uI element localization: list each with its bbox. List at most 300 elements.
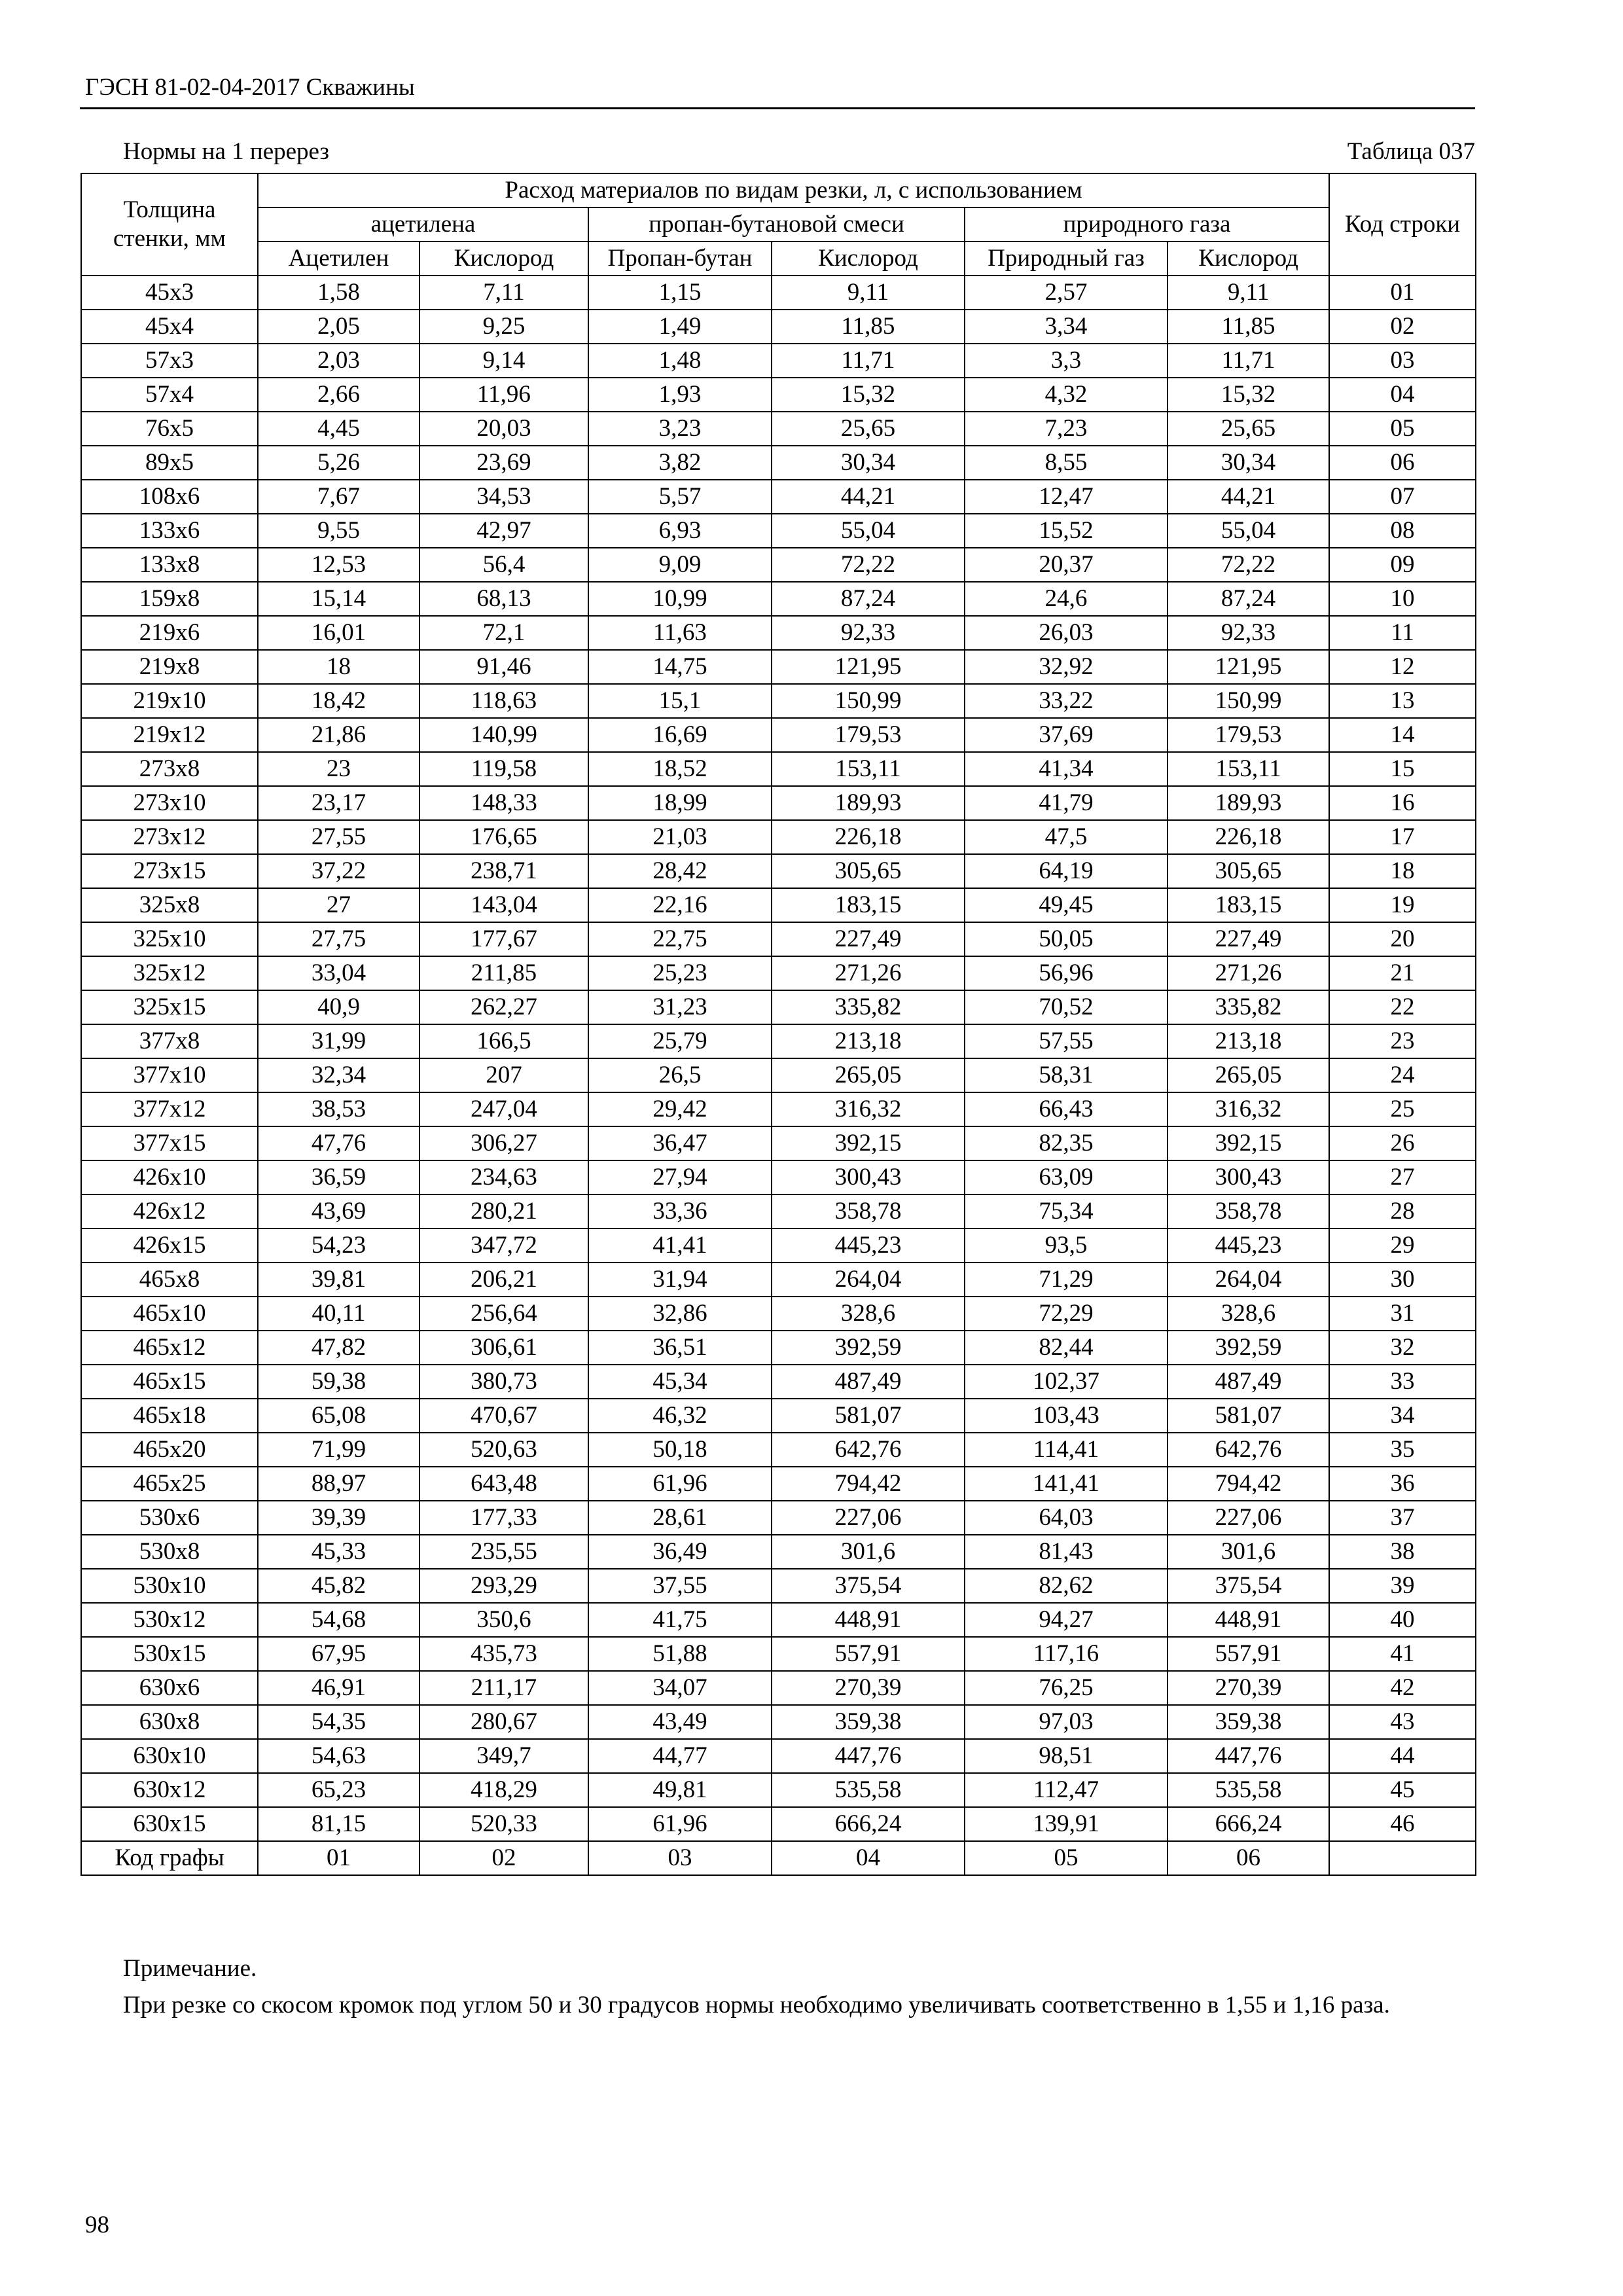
header-group-acetylene: ацетилена <box>258 207 588 242</box>
table-cell: 43,49 <box>588 1705 772 1739</box>
table-cell: 70,52 <box>965 990 1168 1024</box>
table-cell: 392,15 <box>772 1126 965 1160</box>
norms-table <box>80 173 1476 1876</box>
table-cell: 177,67 <box>419 922 588 956</box>
table-cell: 41 <box>1329 1637 1476 1671</box>
table-cell: 418,29 <box>419 1773 588 1807</box>
table-cell: 465х12 <box>81 1331 258 1365</box>
table-cell: 44,21 <box>772 480 965 514</box>
table-footer <box>81 1841 1476 1875</box>
table-cell: 264,04 <box>772 1263 965 1297</box>
table-cell: 39,81 <box>258 1263 419 1297</box>
table-row <box>81 1671 1476 1705</box>
table-body <box>81 276 1476 1841</box>
table-cell: 34,07 <box>588 1671 772 1705</box>
table-cell: 581,07 <box>772 1399 965 1433</box>
table-cell: 54,35 <box>258 1705 419 1739</box>
table-cell: 265,05 <box>1168 1058 1329 1092</box>
table-cell: 89х5 <box>81 446 258 480</box>
table-cell: 45,82 <box>258 1569 419 1603</box>
table-cell: 11,85 <box>772 310 965 344</box>
table-caption-norms: Нормы на 1 перерез <box>123 138 330 165</box>
table-row <box>81 412 1476 446</box>
table-row <box>81 684 1476 718</box>
table-cell: 2,05 <box>258 310 419 344</box>
table-cell: 54,68 <box>258 1603 419 1637</box>
table-cell: 14,75 <box>588 650 772 684</box>
table-cell: 349,7 <box>419 1739 588 1773</box>
table-cell: 520,63 <box>419 1433 588 1467</box>
table-cell: 3,82 <box>588 446 772 480</box>
table-row <box>81 1058 1476 1092</box>
table-cell: 44 <box>1329 1739 1476 1773</box>
table-cell: 316,32 <box>1168 1092 1329 1126</box>
table-cell: 219х10 <box>81 684 258 718</box>
table-cell: 300,43 <box>1168 1160 1329 1194</box>
table-cell: 377х15 <box>81 1126 258 1160</box>
table-cell: 21,03 <box>588 820 772 854</box>
table-cell: 213,18 <box>1168 1024 1329 1058</box>
table-cell: 63,09 <box>965 1160 1168 1194</box>
table-cell: 93,5 <box>965 1229 1168 1263</box>
table-cell: 9,09 <box>588 548 772 582</box>
table-cell: 465х20 <box>81 1433 258 1467</box>
table-cell: 630х6 <box>81 1671 258 1705</box>
table-cell: 177,33 <box>419 1501 588 1535</box>
table-cell: 271,26 <box>1168 956 1329 990</box>
table-row <box>81 1807 1476 1841</box>
table-cell: 37 <box>1329 1501 1476 1535</box>
table-row <box>81 1194 1476 1229</box>
table-cell: 46,91 <box>258 1671 419 1705</box>
table-cell: 64,19 <box>965 854 1168 888</box>
table-cell: 45 <box>1329 1773 1476 1807</box>
table-cell: 33 <box>1329 1365 1476 1399</box>
table-cell: 183,15 <box>1168 888 1329 922</box>
table-cell: 179,53 <box>1168 718 1329 752</box>
table-cell: 375,54 <box>1168 1569 1329 1603</box>
table-cell: 530х6 <box>81 1501 258 1535</box>
header-rule <box>80 107 1475 109</box>
table-cell: 377х10 <box>81 1058 258 1092</box>
table-cell: 57х4 <box>81 378 258 412</box>
header-subcol: Кислород <box>1168 242 1329 276</box>
table-cell: 1,49 <box>588 310 772 344</box>
table-cell: 20 <box>1329 922 1476 956</box>
table-cell: 49,81 <box>588 1773 772 1807</box>
table-cell: 82,44 <box>965 1331 1168 1365</box>
footer-cell: 02 <box>419 1841 588 1875</box>
table-cell: 65,08 <box>258 1399 419 1433</box>
table-cell: 20,03 <box>419 412 588 446</box>
table-row <box>81 1535 1476 1569</box>
table-cell: 375,54 <box>772 1569 965 1603</box>
table-cell: 642,76 <box>772 1433 965 1467</box>
table-cell: 20,37 <box>965 548 1168 582</box>
table-row <box>81 1126 1476 1160</box>
table-cell: 32,34 <box>258 1058 419 1092</box>
table-cell: 72,29 <box>965 1297 1168 1331</box>
table-row <box>81 1569 1476 1603</box>
table-row <box>81 820 1476 854</box>
table-cell: 206,21 <box>419 1263 588 1297</box>
table-cell: 118,63 <box>419 684 588 718</box>
table-row <box>81 582 1476 616</box>
header-group-propane-butane: пропан-бутановой смеси <box>588 207 965 242</box>
table-cell: 44,21 <box>1168 480 1329 514</box>
running-header: ГЭСН 81-02-04-2017 Скважины <box>85 74 415 101</box>
table-cell: 58,31 <box>965 1058 1168 1092</box>
table-cell: 293,29 <box>419 1569 588 1603</box>
table-cell: 235,55 <box>419 1535 588 1569</box>
table-cell: 71,29 <box>965 1263 1168 1297</box>
table-cell: 51,88 <box>588 1637 772 1671</box>
table-cell: 227,06 <box>772 1501 965 1535</box>
table-cell: 03 <box>1329 344 1476 378</box>
table-cell: 380,73 <box>419 1365 588 1399</box>
table-cell: 18 <box>1329 854 1476 888</box>
table-cell: 12,53 <box>258 548 419 582</box>
table-cell: 07 <box>1329 480 1476 514</box>
table-cell: 448,91 <box>1168 1603 1329 1637</box>
table-cell: 87,24 <box>772 582 965 616</box>
table-cell: 273х10 <box>81 786 258 820</box>
table-cell: 09 <box>1329 548 1476 582</box>
table-cell: 234,63 <box>419 1160 588 1194</box>
table-cell: 12 <box>1329 650 1476 684</box>
table-cell: 82,35 <box>965 1126 1168 1160</box>
table-cell: 92,33 <box>772 616 965 650</box>
table-cell: 335,82 <box>772 990 965 1024</box>
table-row <box>81 1705 1476 1739</box>
table-cell: 445,23 <box>1168 1229 1329 1263</box>
table-cell: 306,27 <box>419 1126 588 1160</box>
table-cell: 31,94 <box>588 1263 772 1297</box>
table-cell: 2,57 <box>965 276 1168 310</box>
table-cell: 273х12 <box>81 820 258 854</box>
table-cell: 153,11 <box>1168 752 1329 786</box>
table-cell: 22,16 <box>588 888 772 922</box>
table-row <box>81 1263 1476 1297</box>
table-cell: 31,23 <box>588 990 772 1024</box>
table-cell: 211,85 <box>419 956 588 990</box>
table-cell: 256,64 <box>419 1297 588 1331</box>
table-cell: 24 <box>1329 1058 1476 1092</box>
table-cell: 530х15 <box>81 1637 258 1671</box>
table-cell: 11,96 <box>419 378 588 412</box>
table-cell: 26,03 <box>965 616 1168 650</box>
table-cell: 30,34 <box>772 446 965 480</box>
table-cell: 262,27 <box>419 990 588 1024</box>
table-cell: 21,86 <box>258 718 419 752</box>
table-cell: 76х5 <box>81 412 258 446</box>
table-cell: 487,49 <box>1168 1365 1329 1399</box>
table-cell: 71,99 <box>258 1433 419 1467</box>
table-cell: 37,22 <box>258 854 419 888</box>
table-cell: 358,78 <box>772 1194 965 1229</box>
table-cell: 9,25 <box>419 310 588 344</box>
table-cell: 630х8 <box>81 1705 258 1739</box>
table-cell: 36,51 <box>588 1331 772 1365</box>
table-cell: 794,42 <box>772 1467 965 1501</box>
table-cell: 305,65 <box>1168 854 1329 888</box>
table-cell: 27,94 <box>588 1160 772 1194</box>
table-cell: 435,73 <box>419 1637 588 1671</box>
table-row <box>81 1739 1476 1773</box>
table-cell: 426х10 <box>81 1160 258 1194</box>
table-cell: 34,53 <box>419 480 588 514</box>
table-cell: 18,52 <box>588 752 772 786</box>
table-row <box>81 276 1476 310</box>
table-cell: 426х15 <box>81 1229 258 1263</box>
header-subcol: Кислород <box>772 242 965 276</box>
table-cell: 270,39 <box>772 1671 965 1705</box>
table-row <box>81 1297 1476 1331</box>
table-cell: 335,82 <box>1168 990 1329 1024</box>
table-cell: 219х12 <box>81 718 258 752</box>
table-cell: 36,59 <box>258 1160 419 1194</box>
table-cell: 12,47 <box>965 480 1168 514</box>
table-cell: 465х15 <box>81 1365 258 1399</box>
header-subcol: Пропан-бутан <box>588 242 772 276</box>
table-cell: 97,03 <box>965 1705 1168 1739</box>
table-cell: 44,77 <box>588 1739 772 1773</box>
table-cell: 88,97 <box>258 1467 419 1501</box>
table-cell: 176,65 <box>419 820 588 854</box>
table-cell: 557,91 <box>772 1637 965 1671</box>
table-cell: 66,43 <box>965 1092 1168 1126</box>
table-cell: 5,26 <box>258 446 419 480</box>
table-cell: 25,65 <box>1168 412 1329 446</box>
table-cell: 581,07 <box>1168 1399 1329 1433</box>
table-row <box>81 1229 1476 1263</box>
table-cell: 36 <box>1329 1467 1476 1501</box>
table-cell: 121,95 <box>1168 650 1329 684</box>
table-cell: 9,55 <box>258 514 419 548</box>
table-cell: 36,49 <box>588 1535 772 1569</box>
header-consumption: Расход материалов по видам резки, л, с использованием <box>258 173 1329 207</box>
table-cell: 150,99 <box>1168 684 1329 718</box>
table-cell: 112,47 <box>965 1773 1168 1807</box>
table-cell: 33,36 <box>588 1194 772 1229</box>
table-cell: 41,79 <box>965 786 1168 820</box>
table-cell: 02 <box>1329 310 1476 344</box>
table-cell: 15,32 <box>772 378 965 412</box>
table-cell: 8,55 <box>965 446 1168 480</box>
table-cell: 16,69 <box>588 718 772 752</box>
table-row <box>81 1501 1476 1535</box>
table-cell: 189,93 <box>1168 786 1329 820</box>
table-cell: 64,03 <box>965 1501 1168 1535</box>
table-cell: 81,15 <box>258 1807 419 1841</box>
note-title: Примечание. <box>123 1955 257 1982</box>
table-cell: 33,04 <box>258 956 419 990</box>
table-cell: 54,63 <box>258 1739 419 1773</box>
table-row <box>81 786 1476 820</box>
table-row <box>81 854 1476 888</box>
table-cell: 59,38 <box>258 1365 419 1399</box>
table-row <box>81 888 1476 922</box>
table-cell: 183,15 <box>772 888 965 922</box>
table-cell: 42,97 <box>419 514 588 548</box>
table-cell: 325х10 <box>81 922 258 956</box>
table-cell: 238,71 <box>419 854 588 888</box>
table-cell: 15,52 <box>965 514 1168 548</box>
table-cell: 47,82 <box>258 1331 419 1365</box>
table-cell: 34 <box>1329 1399 1476 1433</box>
table-cell: 226,18 <box>1168 820 1329 854</box>
table-cell: 219х8 <box>81 650 258 684</box>
table-cell: 643,48 <box>419 1467 588 1501</box>
table-cell: 06 <box>1329 446 1476 480</box>
table-cell: 46,32 <box>588 1399 772 1433</box>
header-thickness: Толщина стенки, мм <box>81 173 258 276</box>
table-cell: 530х10 <box>81 1569 258 1603</box>
table-cell: 392,59 <box>1168 1331 1329 1365</box>
table-row <box>81 1637 1476 1671</box>
table-cell: 2,66 <box>258 378 419 412</box>
table-cell: 27 <box>1329 1160 1476 1194</box>
table-cell: 40 <box>1329 1603 1476 1637</box>
table-row <box>81 310 1476 344</box>
table-cell: 189,93 <box>772 786 965 820</box>
table-cell: 265,05 <box>772 1058 965 1092</box>
table-cell: 05 <box>1329 412 1476 446</box>
table-row <box>81 752 1476 786</box>
table-cell: 666,24 <box>1168 1807 1329 1841</box>
table-cell: 01 <box>1329 276 1476 310</box>
table-cell: 40,11 <box>258 1297 419 1331</box>
table-cell: 642,76 <box>1168 1433 1329 1467</box>
table-cell: 1,58 <box>258 276 419 310</box>
table-cell: 25,65 <box>772 412 965 446</box>
table-row <box>81 990 1476 1024</box>
table-cell: 31 <box>1329 1297 1476 1331</box>
table-row <box>81 1603 1476 1637</box>
table-cell: 465х25 <box>81 1467 258 1501</box>
table-cell: 264,04 <box>1168 1263 1329 1297</box>
table-cell: 50,18 <box>588 1433 772 1467</box>
table-cell: 630х12 <box>81 1773 258 1807</box>
table-cell: 31,99 <box>258 1024 419 1058</box>
footer-cell: 01 <box>258 1841 419 1875</box>
table-cell: 271,26 <box>772 956 965 990</box>
table-cell: 359,38 <box>772 1705 965 1739</box>
table-cell: 29 <box>1329 1229 1476 1263</box>
table-cell: 358,78 <box>1168 1194 1329 1229</box>
table-cell: 227,49 <box>1168 922 1329 956</box>
table-row <box>81 446 1476 480</box>
table-cell: 67,95 <box>258 1637 419 1671</box>
table-cell: 153,11 <box>772 752 965 786</box>
table-cell: 447,76 <box>1168 1739 1329 1773</box>
table-cell: 50,05 <box>965 922 1168 956</box>
table-row <box>81 1092 1476 1126</box>
table-row <box>81 922 1476 956</box>
table-cell: 18 <box>258 650 419 684</box>
table-cell: 557,91 <box>1168 1637 1329 1671</box>
table-cell: 4,32 <box>965 378 1168 412</box>
table-cell: 39 <box>1329 1569 1476 1603</box>
table-row <box>81 548 1476 582</box>
table-cell: 470,67 <box>419 1399 588 1433</box>
table-cell: 3,3 <box>965 344 1168 378</box>
table-cell: 535,58 <box>1168 1773 1329 1807</box>
footer-row-column-codes <box>81 1841 1476 1875</box>
table-cell: 11,71 <box>1168 344 1329 378</box>
table-cell: 219х6 <box>81 616 258 650</box>
table-cell: 38 <box>1329 1535 1476 1569</box>
table-cell: 15,32 <box>1168 378 1329 412</box>
table-cell: 56,96 <box>965 956 1168 990</box>
table-cell: 43 <box>1329 1705 1476 1739</box>
table-cell: 41,41 <box>588 1229 772 1263</box>
table-cell: 108х6 <box>81 480 258 514</box>
table-cell: 26 <box>1329 1126 1476 1160</box>
table-cell: 630х10 <box>81 1739 258 1773</box>
table-cell: 535,58 <box>772 1773 965 1807</box>
table-row <box>81 480 1476 514</box>
table-cell: 28,61 <box>588 1501 772 1535</box>
table-cell: 179,53 <box>772 718 965 752</box>
table-cell: 4,45 <box>258 412 419 446</box>
table-cell: 3,23 <box>588 412 772 446</box>
table-cell: 46 <box>1329 1807 1476 1841</box>
table-cell: 55,04 <box>772 514 965 548</box>
table-cell: 28,42 <box>588 854 772 888</box>
table-cell: 57,55 <box>965 1024 1168 1058</box>
table-row <box>81 514 1476 548</box>
table-cell: 98,51 <box>965 1739 1168 1773</box>
table-cell: 27 <box>258 888 419 922</box>
table-cell: 15,14 <box>258 582 419 616</box>
table-cell: 41,34 <box>965 752 1168 786</box>
table-cell: 530х12 <box>81 1603 258 1637</box>
table-cell: 301,6 <box>772 1535 965 1569</box>
table-cell: 306,61 <box>419 1331 588 1365</box>
footer-cell: Код графы <box>81 1841 258 1875</box>
table-cell: 37,55 <box>588 1569 772 1603</box>
footer-cell: 05 <box>965 1841 1168 1875</box>
table-cell: 23,69 <box>419 446 588 480</box>
table-cell: 42 <box>1329 1671 1476 1705</box>
table-cell: 75,34 <box>965 1194 1168 1229</box>
table-cell: 27,75 <box>258 922 419 956</box>
table-cell: 25,23 <box>588 956 772 990</box>
table-cell: 25,79 <box>588 1024 772 1058</box>
table-cell: 7,11 <box>419 276 588 310</box>
table-cell: 9,11 <box>1168 276 1329 310</box>
table-row <box>81 1467 1476 1501</box>
table-cell: 1,48 <box>588 344 772 378</box>
table-cell: 141,41 <box>965 1467 1168 1501</box>
table-cell: 45,33 <box>258 1535 419 1569</box>
table-cell: 33,22 <box>965 684 1168 718</box>
table-cell: 377х12 <box>81 1092 258 1126</box>
table-cell: 27,55 <box>258 820 419 854</box>
table-cell: 29,42 <box>588 1092 772 1126</box>
table-cell: 300,43 <box>772 1160 965 1194</box>
table-cell: 54,23 <box>258 1229 419 1263</box>
table-cell: 15,1 <box>588 684 772 718</box>
table-cell: 447,76 <box>772 1739 965 1773</box>
table-cell: 16,01 <box>258 616 419 650</box>
table-cell: 392,59 <box>772 1331 965 1365</box>
table-cell: 65,23 <box>258 1773 419 1807</box>
table-cell: 207 <box>419 1058 588 1092</box>
table-cell: 72,22 <box>1168 548 1329 582</box>
header-group-natural-gas: природного газа <box>965 207 1329 242</box>
